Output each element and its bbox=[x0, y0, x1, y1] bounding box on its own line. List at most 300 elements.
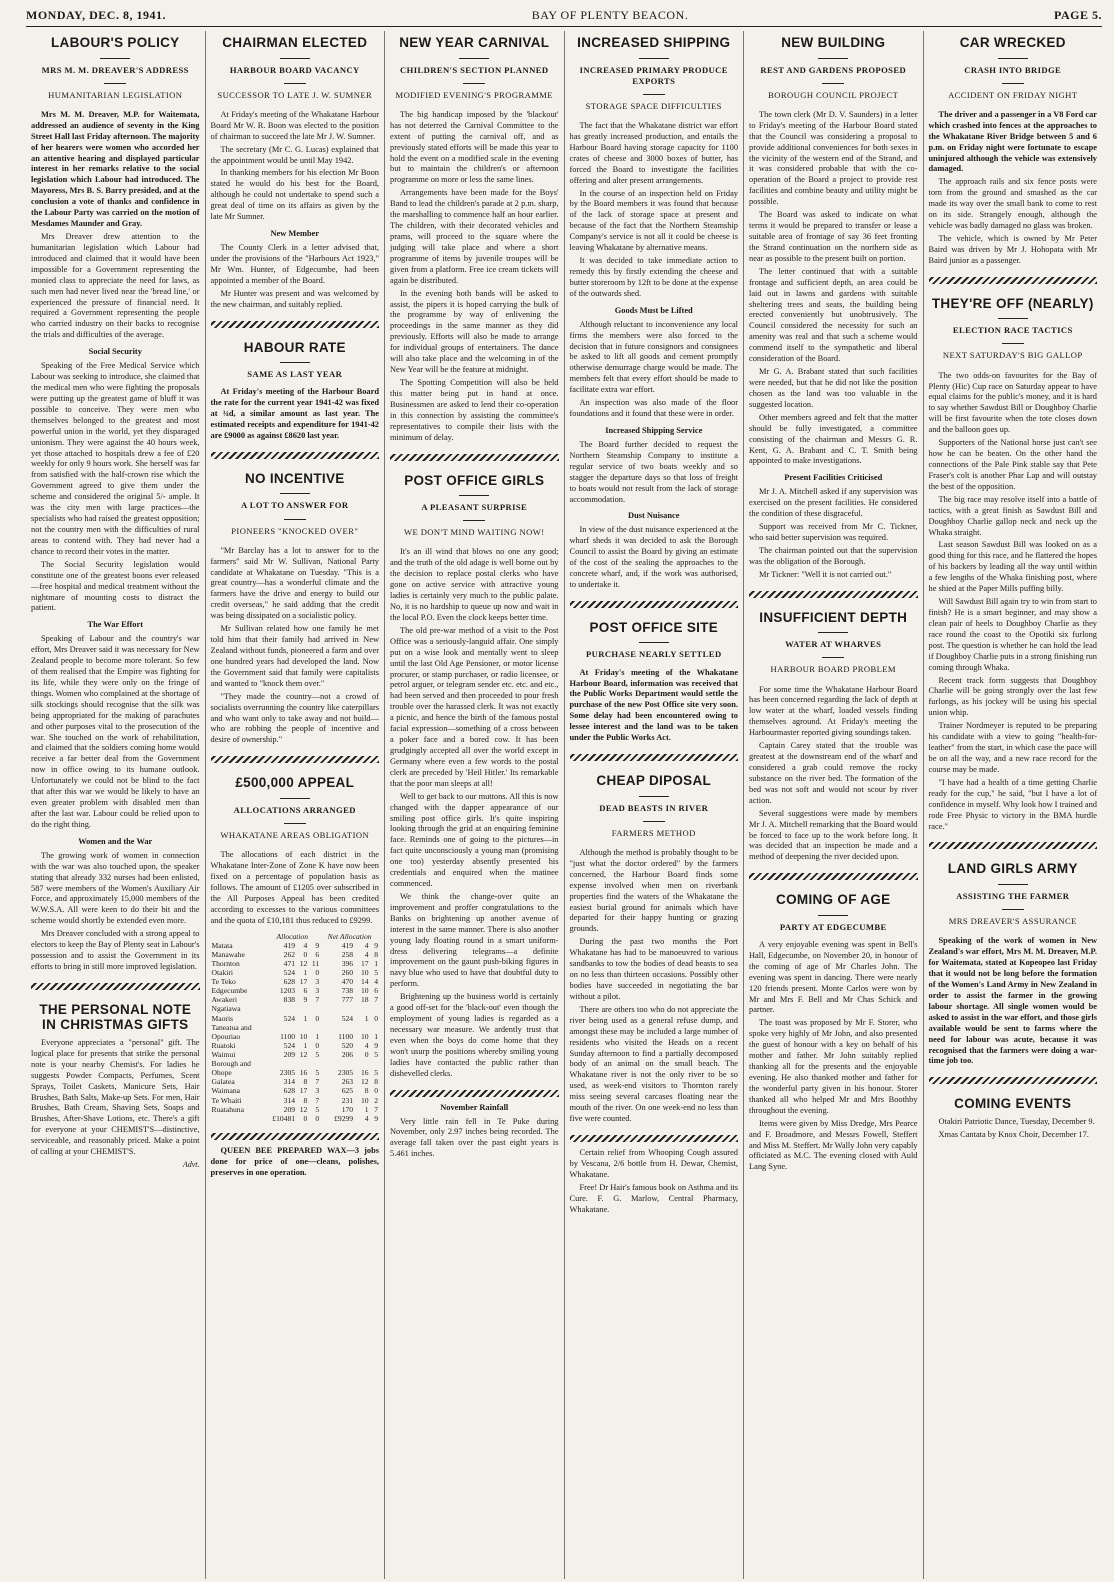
article bbox=[749, 591, 918, 864]
table-cell: 0 bbox=[315, 1013, 320, 1023]
lede-paragraph: QUEEN BEE PREPARED WAX—3 jobs done for price of one—cleans, polishes, preserves in one operation. bbox=[210, 1145, 379, 1177]
body-paragraph: Mrs Dreaver drew attention to the humanitarian legislation which Labour had introduced and claimed that it would have been impossible for a Government representing the monied class to appreciate the need for laws, as such men had never lived near the 'bread line,' or experienced the pressure of financial need. It required a Government representing the people who carried industry on their backs to recognise the trials and difficulties of the average. bbox=[31, 232, 200, 340]
table-cell: 10 bbox=[360, 968, 369, 978]
article-divider bbox=[570, 601, 739, 608]
article bbox=[211, 1133, 380, 1179]
body-paragraph: The fact that the Whakatane district war effort has greatly increased production, and entails the Harbour Board having storage capacity for 1100 crates of cheese and 3000 boxes of butter, has forced the Board to investigate the facilities offering and alter present arrangements. bbox=[569, 121, 738, 185]
table-cell: 1 bbox=[374, 1031, 378, 1041]
headline: INCREASED SHIPPING bbox=[577, 35, 731, 50]
table-cell: 231 bbox=[341, 1095, 354, 1105]
lede-paragraph: The driver and a passenger in a V8 Ford car which crashed into fences at the approaches to the Whakatane River Bridge between 5 and 6 p.m. on Friday night were fortunate to escape uninjured although the vehicle was extensively damaged. bbox=[928, 109, 1097, 174]
table-cell: £10481 bbox=[272, 1113, 296, 1123]
subheading: MRS DREAVER'S ASSURANCE bbox=[929, 909, 1098, 927]
body-paragraph: Supporters of the National horse just can't see how he can be beaten. On the other hand the connections of the Pale Pink stable say that Pete Fraser's colt is another Phar Lap and will outstay the best of the opposition. bbox=[928, 438, 1097, 491]
subheading: CRASH INTO BRIDGE bbox=[929, 58, 1098, 76]
subheading: DEAD BEASTS IN RIVER bbox=[570, 796, 739, 814]
table-cell: 12 bbox=[360, 1077, 369, 1087]
table-cell: Galatea bbox=[211, 1077, 235, 1087]
table-row bbox=[211, 995, 380, 1004]
table-cell: 419 bbox=[341, 940, 354, 950]
table-cell bbox=[264, 1023, 296, 1032]
subheading: STORAGE SPACE DIFFICULTIES bbox=[570, 94, 739, 112]
table-cell: 314 bbox=[283, 1095, 296, 1105]
article bbox=[31, 983, 200, 1171]
lede-paragraph: Mrs M. M. Dreaver, M.P. for Waitemata, addressed an audience of seventy in the King Street Hall last Friday afternoon. The majority of her hearers were women who accorded her an attentive hearing and displayed particular interest in her remarks relative to the social legislation which Labour had introduced. The Mayoress, Mrs B. S. Barry presided, and at the conclusion a vote of thanks and confidence in the Labour Party was carried on the motion of Mesdames Maunder and Gray. bbox=[31, 109, 200, 229]
body-paragraph: Although reluctant to inconvenience any local firms the members were also forced to the decision that in future consignors and consignees be asked to lift all goods and cement promptly otherwise demurrage charge would be made. The members felt that every effort should be made to facilitate extra war effort. bbox=[569, 319, 738, 395]
table-cell: 7 bbox=[374, 1104, 378, 1114]
table-cell: Edgecumbe bbox=[211, 986, 248, 996]
body-paragraph: Mr Hunter was present and was welcomed by the new chairman, and suitably replied. bbox=[210, 288, 379, 309]
body-paragraph: The growing work of women in connection with the war was also touched upon, the speaker stating that already 332 nurses had been enlisted, 587 were members of the Women's Auxiliary Air Force, and approximately 15,000 members of the W.W.S.A. All were keen to do their bit and the scheme would shortly be extended even more. bbox=[31, 850, 200, 926]
table-cell: Maoris bbox=[211, 1013, 234, 1023]
table-row bbox=[211, 968, 380, 977]
subheading: A LOT TO ANSWER FOR bbox=[211, 493, 380, 511]
body-paragraph: Last season Sawdust Bill was looked on as a good thing for this race, and he flattered the hopes of his backers by leading all the way until within a few lengths of the Whaka finishing post, where he shied at the Paper Mills puffing billy. bbox=[928, 540, 1097, 594]
article-divider bbox=[929, 842, 1098, 849]
article bbox=[570, 754, 739, 1125]
body-paragraph: Otakiri Patriotic Dance, Tuesday, December 9. bbox=[938, 1116, 1095, 1126]
table-cell bbox=[308, 1059, 320, 1068]
table-cell bbox=[308, 1004, 320, 1013]
subheading: PURCHASE NEARLY SETTLED bbox=[570, 642, 739, 660]
body-paragraph: Although the method is probably thought to be "just what the doctor ordered" by the farmers concerned, the Harbour Board finds some expense involved when men on riverbank properties find the waters of the Whakatane the easiest burial ground for animals which have departed for their happy hunting or grazing grounds. bbox=[569, 847, 738, 934]
table-cell: 14 bbox=[360, 977, 369, 987]
allocation-table bbox=[211, 932, 380, 1123]
table-cell bbox=[320, 1023, 354, 1032]
table-cell: 0 bbox=[315, 1113, 320, 1123]
table-cell: 10 bbox=[360, 986, 369, 996]
headline: NEW YEAR CARNIVAL bbox=[399, 35, 550, 50]
table-header-row bbox=[211, 932, 380, 941]
body-paragraph: Arrangements have been made for the Boys' Band to lead the children's parade at 2 p.m. sharp, the marshalling to commence half an hour earlier. The children, with their decorated vehicles and prams, will proceed to the square where the judging will take place and where a short programme of items by juvenile troupes will be given from a platform. Free ice cream tickets will again be distributed. bbox=[390, 188, 559, 285]
headline: NEW BUILDING bbox=[781, 35, 886, 50]
body-paragraph: Mr Tickner: "Well it is not carried out." bbox=[759, 569, 892, 579]
subheading: ACCIDENT ON FRIDAY NIGHT bbox=[929, 83, 1098, 101]
subheading: ALLOCATIONS ARRANGED bbox=[211, 798, 380, 816]
table-header-cell: Net Allocation bbox=[327, 931, 372, 941]
table-cell: 419 bbox=[283, 940, 296, 950]
table-cell bbox=[370, 1023, 379, 1032]
table-cell: Thornton bbox=[211, 958, 240, 968]
table-cell: 2305 bbox=[337, 1068, 354, 1078]
body-paragraph: There are others too who do not appreciate the river being used as a general refuse dump, and amongst these may be included a large number of residents who visited the Heads on a recent Sunday afternoon to find a partially decomposed body of an animal on the small beach. The Whakatane river is not the only river to be so used, as week-end visitors to Thornton rarely miss seeing several carcases floating near the mouth of the river. On one week-end no less than five were counted. bbox=[569, 1004, 738, 1124]
lede-paragraph: At Friday's meeting of the Whakatane Harbour Board, information was received that the Public Works Department would settle the purchase of the new Post Office site very soon. Some delay had been encountered owing to lessee interest and the land was to be taken under the Public Works Act. bbox=[569, 667, 738, 743]
table-row bbox=[211, 1032, 380, 1041]
table-cell: Ohope bbox=[211, 1068, 232, 1078]
article-divider bbox=[211, 756, 380, 763]
column-4 bbox=[565, 31, 745, 1579]
body-paragraph: The Board was asked to indicate on what terms it would be prepared to transfer or lease a suitable area of frontage of say 36 feet fronting the Strand continuation on the northern side as near as possible to the present built on portion. bbox=[749, 210, 918, 263]
article-divider bbox=[211, 321, 380, 328]
body-paragraph: The allocations of each district in the Whakatane Inter-Zone of Zone K have now been fixed on a percentage of population basis as follows. The amount of £1205 over subscribed in the All Purposes Appeal has been credited according to excesses to the various committees and the quota of £10,181 thus reduced to £9299. bbox=[210, 850, 379, 925]
table-cell: 11 bbox=[311, 958, 320, 968]
body-paragraph: In view of the dust nuisance experienced at the wharf sheds it was decided to ask the Borough Council to assist the Board by giving an estimate of the cost of the sealing the approaches to the concrete wharf, and, if the work was authorised, to undertake it. bbox=[569, 525, 738, 589]
table-cell: 396 bbox=[341, 958, 354, 968]
body-paragraph: Will Sawdust Bill again try to win from start to finish? He is a smart beginner, and may show a clean pair of heels to Doughboy Charlie as they race round the coast to the Opotiki six furlong post. The question is whether he can hold the lead if Doughboy Charlie puts in a strong finishing run coming through Whaka. bbox=[928, 597, 1097, 672]
table-cell: 8 bbox=[303, 1077, 308, 1087]
headline: POST OFFICE SITE bbox=[589, 619, 719, 635]
body-paragraph: The chairman pointed out that the supervision was the obligation of the Borough. bbox=[749, 545, 918, 566]
table-cell: 1100 bbox=[280, 1031, 296, 1041]
article-divider bbox=[749, 873, 918, 880]
body-paragraph: In the evening both bands will be asked to assist, the pipers it is hoped carrying the bulk of the programme by way of enlivening the proceedings in the same manner as they did previously. Efforts will also be made to arrange for individual groups of entertainers. The dance will also take place and the welcoming in of the New Year will be the feature at midnight. bbox=[390, 288, 559, 375]
headline: LABOUR'S POLICY bbox=[51, 35, 180, 50]
subheading: HARBOUR BOARD PROBLEM bbox=[749, 657, 918, 675]
table-cell: Te Teko bbox=[211, 977, 236, 987]
section-subhead: Goods Must be Lifted bbox=[614, 305, 693, 315]
table-cell: 520 bbox=[341, 1040, 354, 1050]
table-cell: 3 bbox=[315, 977, 320, 987]
headline: THE PERSONAL NOTE IN CHRISTMAS GIFTS bbox=[39, 1001, 192, 1033]
table-cell: 524 bbox=[283, 968, 296, 978]
subheading: PARTY AT EDGECUMBE bbox=[749, 915, 918, 933]
table-cell: 0 bbox=[374, 1013, 378, 1023]
article bbox=[749, 35, 918, 581]
body-paragraph: The town clerk (Mr D. V. Saunders) in a letter to Friday's meeting of the Harbour Board stated that the Council was considering a proposal to provide additional conveniences for both sexes in the vicinity of the western end of the Strand, and it was considered probable that with the co-operation of the Board a project to provide rest facilities and combine beauty and utility might be possible. bbox=[749, 109, 918, 207]
table-cell: 209 bbox=[283, 1104, 296, 1114]
subheading: SAME AS LAST YEAR bbox=[211, 362, 380, 380]
body-paragraph: Recent track form suggests that Doughboy Charlie will be going strongly over the last few furlongs, as his jockey will be using his special union whip. bbox=[928, 675, 1097, 718]
table-row bbox=[211, 950, 380, 959]
table-cell: Taneatua and bbox=[211, 1022, 252, 1032]
headline: CHEAP DIPOSAL bbox=[596, 773, 712, 789]
body-paragraph: The County Clerk in a letter advised that, under the provisions of the "Harbours Act 1923," Mr Wm. Hunter, of Edgecumbe, had been appointed a member of the Board. bbox=[210, 243, 379, 285]
body-paragraph: Mrs Dreaver concluded with a strong appeal to electors to keep the Bay of Plenty seat in Labour's possession and to assist the Government in its efforts to bring in still more improved legislation. bbox=[31, 929, 200, 971]
subheading: WE DON'T MIND WAITING NOW! bbox=[390, 520, 559, 538]
table-cell: 1 bbox=[303, 1040, 308, 1050]
body-paragraph: For some time the Whakatane Harbour Board has been concerned regarding the lack of depth at low water at the wharf, loaded vessels finding themselves aground. At Friday's meeting the Harbourmaster reported giving soundings taken. bbox=[749, 684, 918, 738]
table-cell: 10 bbox=[360, 1031, 369, 1041]
body-paragraph: During the past two months the Port Whakatane has had to be manoeuvred to various sandbanks to tow the bodies of dead beasts to sea on no less than thirteen occasions. Possibly other bodies have succeeded in negotiating the bar without a pilot. bbox=[569, 937, 738, 1001]
table-cell: 9 bbox=[303, 995, 308, 1005]
table-cell: 18 bbox=[360, 995, 369, 1005]
headline: COMING OF AGE bbox=[776, 892, 891, 908]
table-cell: 0 bbox=[374, 1086, 378, 1096]
body-paragraph: The vehicle, which is owned by Mr Peter Baird was driven by Mr J. Hohopata with Mr Baird junior as a passenger. bbox=[928, 234, 1097, 265]
table-cell bbox=[320, 1004, 354, 1013]
table-cell: 628 bbox=[283, 1086, 296, 1096]
table-row bbox=[211, 941, 380, 950]
table-cell: 1 bbox=[374, 958, 378, 968]
table-cell: Matata bbox=[211, 940, 233, 950]
body-paragraph: In thanking members for his election Mr Boon stated he would do his best for the Board, although he could not undertake to spend such a great deal of time on its affairs as given by the late Mr Sumner. bbox=[210, 168, 379, 222]
table-cell bbox=[264, 1004, 296, 1013]
body-paragraph: In the course of an inspection held on Friday by the Board members it was found that because of the lack of storage space at present and because of the fact that the Northern Steamship Company's service is not all it could be cheese is leaving Whakatane by alternative means. bbox=[569, 188, 738, 253]
table-cell bbox=[296, 1059, 308, 1068]
table-cell: 8 bbox=[374, 949, 378, 959]
table-cell: Awakeri bbox=[211, 995, 237, 1005]
subheading: WATER AT WHARVES bbox=[749, 632, 918, 650]
table-header-cell: Allocation bbox=[276, 931, 309, 941]
body-paragraph: The two odds-on favourites for the Bay of Plenty (Hic) Cup race on Saturday appear to have equal claims for the public's money, and it is hard to say whether Sawdust Bill or Doughboy Charlie will be first favourite when the tote closes down and the balloon goes up. bbox=[928, 370, 1097, 435]
article bbox=[211, 756, 380, 1123]
subheading: ELECTION RACE TACTICS bbox=[929, 318, 1098, 336]
table-cell: 524 bbox=[341, 1013, 354, 1023]
masthead bbox=[26, 8, 1102, 27]
body-paragraph: Free! Dr Hair's famous book on Asthma and its Cure. F. G. Marlow, Central Pharmacy, Whakatane. bbox=[569, 1182, 738, 1214]
body-paragraph: The toast was proposed by Mr F. Storer, who spoke very highly of Mr John, and also presented the guest of honour with a key on behalf of his mother and father. Mr John suitably replied thanking all for the presents and the enjoyable evening. He also thanked mother and father for the wonderful party given in his honour. Storer thanked all who helped Mr and Mrs Boothby throughout the evening. bbox=[749, 1018, 918, 1115]
headline: HABOUR RATE bbox=[243, 339, 346, 355]
article-divider bbox=[570, 754, 739, 761]
article-divider bbox=[570, 1135, 739, 1142]
table-cell: 170 bbox=[341, 1104, 354, 1114]
advert-tag: Advt. bbox=[182, 1160, 200, 1170]
table-cell: 5 bbox=[374, 1068, 378, 1078]
article-divider bbox=[211, 452, 380, 459]
body-paragraph: Items were given by Miss Dredge, Mrs Pearce and F. Broadmore, and Messrs Fowell, Steffert and Miss M. Steffert. Mr Wally John very capably officiated as M.C. The evening closed with Auld Lang Syne. bbox=[749, 1118, 918, 1172]
article-divider bbox=[211, 1133, 380, 1140]
table-cell: 7 bbox=[374, 995, 378, 1005]
table-row bbox=[211, 1077, 380, 1086]
table-cell: £9299 bbox=[334, 1113, 354, 1123]
subheading: WHAKATANE AREAS OBLIGATION bbox=[211, 823, 380, 841]
body-paragraph: "They made the country—not a crowd of socialists overrunning the country like caterpillars and who want only to take away and not build—who are robbing the people of incentive and desire of ownership." bbox=[210, 691, 379, 745]
table-cell: 12 bbox=[299, 1050, 308, 1060]
table-cell: 12 bbox=[299, 958, 308, 968]
lede-paragraph: Speaking of the work of women in New Zealand's war effort, Mrs M. M. Dreaver, M.P. for Waitemata, stated at Kopeopeo last Friday that it would not be long before the formation of the Women's Land Army in New Zealand in order to assist the farmer in the growing labour shortage. All single women would be asked to assist in the war effort, and those girls available would be sent to farms where the need for labour was acute, because it was recognised that the farmers were doing a war-time job too. bbox=[928, 936, 1097, 1066]
subheading: HUMANITARIAN LEGISLATION bbox=[31, 83, 200, 101]
table-row bbox=[211, 1096, 380, 1105]
table-cell: 1203 bbox=[279, 986, 296, 996]
section-subhead: Social Security bbox=[88, 347, 142, 357]
table-cell: 8 bbox=[303, 1095, 308, 1105]
table-cell: 10 bbox=[360, 1095, 369, 1105]
table-cell: 0 bbox=[315, 968, 320, 978]
table-cell: 8 bbox=[374, 1077, 378, 1087]
table-cell: 1 bbox=[364, 1104, 369, 1114]
subheading: SUCCESSOR TO LATE J. W. SUMNER bbox=[211, 83, 380, 101]
article bbox=[929, 1077, 1098, 1140]
article bbox=[749, 873, 918, 1173]
table-cell: 470 bbox=[341, 977, 354, 987]
table-row bbox=[211, 1014, 380, 1023]
table-cell: 838 bbox=[283, 995, 296, 1005]
table-cell: 314 bbox=[283, 1077, 296, 1087]
subheading: ASSISTING THE FARMER bbox=[929, 884, 1098, 902]
table-cell: 5 bbox=[315, 1050, 320, 1060]
body-paragraph: A very enjoyable evening was spent in Bell's Hall, Edgecumbe, on November 20, in honour of the coming of age of Mr Charles John. The evening was spent in dancing. There were nearly 120 friends present. Monte Carlos were won by Mr and Mrs F. Bell and Mr Chas Schick and partner. bbox=[749, 939, 918, 1015]
subheading: REST AND GARDENS PROPOSED bbox=[749, 58, 918, 76]
table-cell: 628 bbox=[283, 977, 296, 987]
body-paragraph: Mr Sullivan related how one family he met told him that their family had arrived in New Zealand without funds, pioneered a farm and over one hundred years had developed the land. Now the Government said that family were capitalists and wanted to "knock them over." bbox=[210, 624, 379, 688]
table-header-cell bbox=[211, 932, 265, 941]
article-divider bbox=[929, 1077, 1098, 1084]
article bbox=[211, 321, 380, 442]
body-paragraph: The secretary (Mr C. G. Lucas) explained that the appointment would be until May 1942. bbox=[210, 144, 379, 165]
body-paragraph: The old pre-war method of a visit to the Post Office was a seriously-languid affair. One simply put on a wise look and mentally went to sleep until the last Old Age Pensioner, or motor license procurer, or stamp purchaser, or radio licensee, or petrol arguer, or telegram sender etc. etc. and etc., had been served and then proceeded to pour fresh trouble over the harassed clerk. It was not exactly a picnic, and hence the birth of the famous postal facial expression—something of a cross between a poker face and a bored cow. It has been grudgingly accepted all over the world except in Germany where even a few words to the postal clerk are preceded by 'Heil Hitler.' Its remarkable that the poor man sleeps at all! bbox=[390, 625, 559, 788]
table-row bbox=[211, 1004, 380, 1013]
headline: CHAIRMAN ELECTED bbox=[222, 35, 368, 50]
body-paragraph: The big handicap imposed by the 'blackout' has not deterred the Carnival Committee to the extent of putting the carnival off, and as previously stated efforts will be made this year to hold the event on a modified scale in the evening but to maintain the children's or afternoon programme on more or less the same lines. bbox=[390, 109, 559, 185]
subheading: MODIFIED EVENING'S PROGRAMME bbox=[390, 83, 559, 101]
table-cell: 1 bbox=[315, 1031, 320, 1041]
subheading: A PLEASANT SURPRISE bbox=[390, 495, 559, 513]
article bbox=[390, 454, 559, 1080]
body-paragraph: At Friday's meeting of the Whakatane Harbour Board Mr W. R. Boon was elected to the position of chairman to succeed the late Mr J. W. Sumner. bbox=[210, 109, 379, 141]
table-cell: Te Whaiti bbox=[211, 1095, 242, 1105]
table-cell: 0 bbox=[315, 1040, 320, 1050]
table-cell bbox=[354, 1004, 369, 1013]
body-paragraph: Everyone appreciates a "personal" gift. The logical place for presents that strike the personal note is your nearby Chemist's. For ladies he suggests Powder Compacts, Perfumes, Scent Sprays, Toilet Caskets, Manicure Sets, Hair Brushes, Bath Salts, Make-up Sets. For men, Hair Brushes, Bath Cream, Shaving Sets, Soaps and Brushes, After-Shave Lotions, etc. There's a gift for everyone at your CHEMIST'S—distinctive, serviceable, and reasonably priced. Make a point of calling at your CHEMIST'S. bbox=[31, 1037, 200, 1157]
masthead-date: MONDAY, DEC. 8, 1941. bbox=[26, 8, 166, 22]
table-row bbox=[211, 1023, 380, 1032]
table-cell bbox=[370, 1059, 379, 1068]
table-cell: 2 bbox=[374, 1095, 378, 1105]
section-subhead: November Rainfall bbox=[440, 1102, 509, 1112]
table-cell: Manawahe bbox=[211, 949, 245, 959]
article bbox=[570, 1135, 739, 1216]
table-cell: 17 bbox=[360, 958, 369, 968]
table-cell: 4 bbox=[374, 977, 378, 987]
headline: NO INCENTIVE bbox=[244, 470, 345, 486]
body-paragraph: An inspection was also made of the floor foundations and it found that these were in order. bbox=[569, 398, 738, 419]
table-cell: 10 bbox=[299, 1031, 308, 1041]
body-paragraph: "I have had a health of a time getting Charlie ready for the cup," he said, "but I have a lot of confidence in myself. Why look how I trained and rode Free Physic to victory in the BMA hurdle race." bbox=[928, 777, 1097, 831]
table-cell bbox=[354, 1023, 369, 1032]
headline: LAND GIRLS ARMY bbox=[947, 861, 1078, 877]
masthead-page: PAGE 5. bbox=[1054, 8, 1102, 22]
table-row bbox=[211, 1114, 380, 1123]
table-cell: 7 bbox=[315, 1095, 320, 1105]
column-5 bbox=[744, 31, 924, 1579]
table-cell bbox=[296, 1004, 308, 1013]
body-paragraph: It's an ill wind that blows no one any good; and the truth of the old adage is well borne out by the decision to replace postal clerks who have gone on active service with attractive young ladies is certainly very much to the public palate. No, it is no hardship to queue up now and wait in the local P.O. Even the clock keeps better time. bbox=[390, 547, 559, 622]
body-paragraph: We think the change-over quite an improvement and proffer congratulations to the Banks on brightening up another avenue of interest in the same manner. There is also another young lady floating round in a smart uniform-dress delivering telegrams—a definite improvement on the gaunt push-biking figures in navy blue who used to have that doubtful duty to perform. bbox=[390, 891, 559, 989]
subheading: FARMERS METHOD bbox=[570, 821, 739, 839]
table-row bbox=[211, 1105, 380, 1114]
article bbox=[31, 35, 200, 973]
table-cell: 4 bbox=[364, 1113, 369, 1123]
table-cell: 206 bbox=[341, 1050, 354, 1060]
section-subhead: Increased Shipping Service bbox=[605, 426, 703, 435]
body-paragraph: It was decided to take immediate action to remedy this by firstly extending the cheese and butter storeroom by 12ft to be done at the expense of the outwards shed. bbox=[569, 256, 738, 298]
section-subhead: Dust Nuisance bbox=[628, 511, 680, 521]
table-cell: 3 bbox=[315, 986, 320, 996]
table-cell: 3 bbox=[315, 1086, 320, 1096]
body-paragraph: Well to get back to our muttons. All this is now changed with the dapper appearance of our smiling post office girls. It's quite inspiring looking through the grid at an enquiring feminine face. Reminds one of going to the pictures—in fact quite unconsciously a young man (promising one too) yesterday absently presented his credentials and enquired when the matinee commenced. bbox=[390, 791, 559, 889]
article bbox=[570, 35, 739, 591]
table-cell: 0 bbox=[303, 949, 308, 959]
table-cell: Opouriao bbox=[211, 1031, 241, 1041]
subheading: CHILDREN'S SECTION PLANNED bbox=[390, 58, 559, 76]
table-cell: 4 bbox=[364, 949, 369, 959]
table-cell bbox=[370, 1004, 379, 1013]
table-cell: 524 bbox=[283, 1013, 296, 1023]
subheading: MRS M. M. DREAVER'S ADDRESS bbox=[31, 58, 200, 76]
table-cell: 625 bbox=[341, 1086, 354, 1096]
subheading: INCREASED PRIMARY PRODUCE EXPORTS bbox=[570, 58, 739, 87]
table-row bbox=[211, 1041, 380, 1050]
table-cell: Ngatiawa bbox=[211, 1004, 241, 1014]
body-paragraph: The Social Security legislation would constitute one of the greatest boons ever released—free hospital and medical treatment without the nightmare of mounting costs to distract the patient. bbox=[31, 559, 200, 613]
table-cell: 524 bbox=[283, 1040, 296, 1050]
table-row bbox=[211, 986, 380, 995]
table-cell: 263 bbox=[341, 1077, 354, 1087]
body-paragraph: Support was received from Mr C. Tickner, who said better supervision was required. bbox=[749, 522, 918, 542]
headline: £500,000 APPEAL bbox=[235, 775, 355, 791]
table-cell: 16 bbox=[299, 1068, 308, 1078]
headline: POST OFFICE GIRLS bbox=[404, 472, 545, 488]
table-cell: Waimana bbox=[211, 1086, 240, 1096]
table-cell bbox=[308, 1023, 320, 1032]
table-cell: 8 bbox=[364, 1086, 369, 1096]
article bbox=[570, 601, 739, 744]
section-subhead: The War Effort bbox=[87, 620, 144, 630]
body-paragraph: The Board further decided to request the Northern Steamship Company to institute a regular service of two boats weekly and so stagger the departure days so that loss of freight to boats would not result from the lack of storage accommodation. bbox=[569, 439, 738, 504]
table-cell: 9 bbox=[374, 940, 378, 950]
table-cell: 5 bbox=[315, 1104, 320, 1114]
body-paragraph: Brightening up the business world is certainly a good off-set for the 'black-out' even though the employment of young ladies is regarded as a necessary war measure. We ardently trust that even when the boys do come home that they won't usurp the positions whereby smiling young ladies have contacted the public rather than dishevelled clerks. bbox=[390, 992, 559, 1078]
table-cell: Ruatahuna bbox=[211, 1104, 244, 1114]
table-cell: 17 bbox=[299, 977, 308, 987]
table-cell bbox=[320, 1059, 354, 1068]
table-cell: 209 bbox=[283, 1050, 296, 1060]
article-divider bbox=[749, 591, 918, 598]
article bbox=[929, 277, 1098, 833]
masthead-title: BAY OF PLENTY BEACON. bbox=[531, 8, 689, 22]
table-row bbox=[211, 1086, 380, 1095]
column-3 bbox=[385, 31, 565, 1579]
table-cell: 5 bbox=[374, 1050, 378, 1060]
table-row bbox=[211, 977, 380, 986]
lede-paragraph: At Friday's meeting of the Harbour Board the rate for the current year 1941-42 was fixed at ¾d, a similar amount as last year. The estimated receipts and expenditure for 1941-42 are £9000 as against £8620 last year. bbox=[210, 387, 379, 440]
table-cell bbox=[211, 1114, 265, 1123]
table-cell: 7 bbox=[315, 1077, 320, 1087]
table-cell: 5 bbox=[374, 968, 378, 978]
table-cell: 17 bbox=[299, 1086, 308, 1096]
body-paragraph: Mr G. A. Brabant stated that such facilities were needed, but that he did not like the position chosen as the land was too valuable in the suggested location. bbox=[749, 367, 918, 409]
article bbox=[390, 1090, 559, 1161]
table-row bbox=[211, 1059, 380, 1068]
table-cell: 262 bbox=[283, 949, 296, 959]
subheading: BOROUGH COUNCIL PROJECT bbox=[749, 83, 918, 101]
subheading: NEXT SATURDAY'S BIG GALLOP bbox=[929, 343, 1098, 361]
table-cell: 7 bbox=[315, 995, 320, 1005]
table-cell: 4 bbox=[364, 1040, 369, 1050]
article bbox=[929, 35, 1098, 267]
column-1 bbox=[26, 31, 206, 1579]
table-cell: Otakiri bbox=[211, 968, 234, 978]
table-row bbox=[211, 1068, 380, 1077]
table-cell: 777 bbox=[341, 995, 354, 1005]
table-cell bbox=[354, 1059, 369, 1068]
table-cell: 9 bbox=[374, 1040, 378, 1050]
body-paragraph: The big race may resolve itself into a battle of tactics, with a great finish as Sawdust Bill and Doughboy Charlie gallop neck and neck up the Whaka straight. bbox=[928, 494, 1097, 537]
table-cell: 6 bbox=[303, 986, 308, 996]
table-cell: 0 bbox=[303, 1113, 308, 1123]
table-row bbox=[211, 1050, 380, 1059]
body-paragraph: Speaking of Labour and the country's war effort, Mrs Dreaver said it was necessary for New Zealand people to become more tolerant. So few of them realised that the Empire was fighting for its life, while they were only on the fringe of things. Women who complained at the shortage of silk stockings should recognise that the silk was being appropriated for the making of parachutes and other purposes vital to the prosecution of the war. She touched on the work of rehabilitation, and claimed that the soldiers coming home would receive a far better deal from the Government now in office owing to its humane outlook. Unfortunately we could not be blind to the fact that after this war we would be likely to have an even greater problem with disabled men than after the last war. Labour could be relied upon to do the right thing. bbox=[31, 634, 200, 829]
table-cell: 9 bbox=[315, 940, 320, 950]
section-subhead: Present Facilities Criticised bbox=[784, 473, 883, 483]
table-cell: Waimui bbox=[211, 1050, 236, 1060]
table-cell: 4 bbox=[364, 940, 369, 950]
column-6 bbox=[924, 31, 1103, 1579]
table-cell: Ruatoki bbox=[211, 1040, 236, 1050]
body-paragraph: Captain Carey stated that the trouble was greatest at the downstream end of the wharf and considered a grab could remove the rocky substance on the river bed. The formation of the bed was not soft and would not scour by river action. bbox=[749, 741, 918, 805]
table-cell: 1 bbox=[364, 1013, 369, 1023]
table-cell: 9 bbox=[374, 1113, 378, 1123]
body-paragraph: "Mr Barclay has a lot to answer for to the farmers" said Mr W. Sullivan, National Party candidate at Whakatane on Tuesday. "This is a great country—has a wonderful climate and the farmers have the drive and energy to build our credit overseas," he said adding that the credit was being dissipated on a socialistic policy. bbox=[210, 545, 379, 621]
column-2 bbox=[206, 31, 386, 1579]
body-paragraph: Other members agreed and felt that the matter should be fully investigated, a committee consisting of the chairman and Messrs G. R. Kent, G. A. Brabant and C. T. Smith being appointed to make investigations. bbox=[749, 412, 918, 466]
table-cell: 5 bbox=[315, 1068, 320, 1078]
table-cell: 1 bbox=[303, 968, 308, 978]
body-paragraph: Xmas Cantata by Knox Choir, December 17. bbox=[938, 1129, 1089, 1139]
body-paragraph: The Spotting Competition will also be held this matter being put in hand at once. Businessmen are asked to lend their co-operation in this connection by assisting the committee's representatives to compile their lists with the minimum of delay. bbox=[390, 377, 559, 442]
table-cell: 738 bbox=[341, 986, 354, 996]
table-cell: 12 bbox=[299, 1104, 308, 1114]
